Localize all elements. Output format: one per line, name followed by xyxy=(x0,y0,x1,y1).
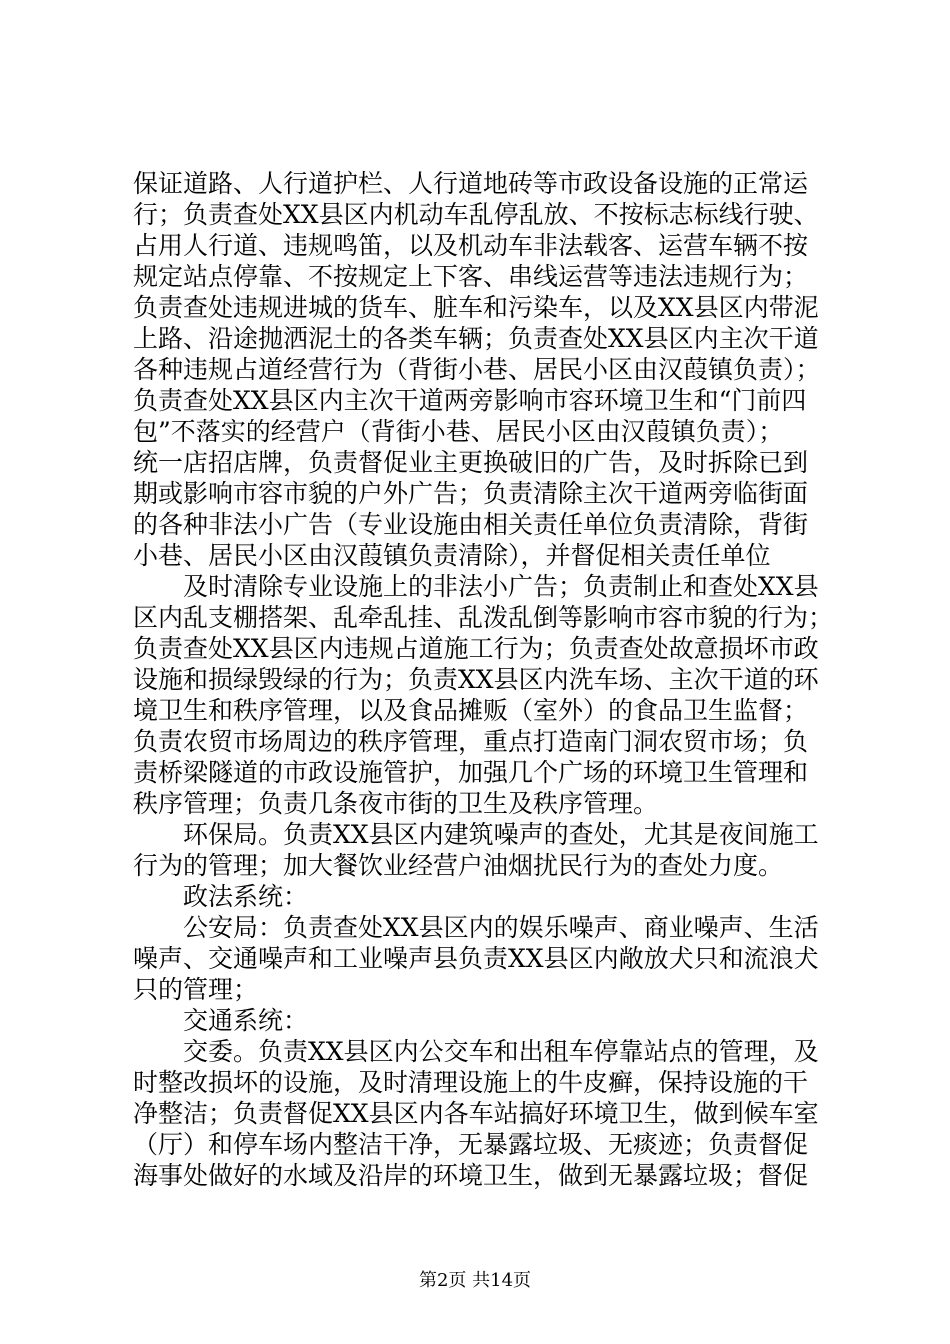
body-text xyxy=(133,168,833,1191)
text-line: 只的管理； xyxy=(133,975,259,1004)
text-line: 区内乱支棚搭架、乱牵乱挂、乱泼乱倒等影响市容市貌的行为； xyxy=(133,603,834,632)
text-line: 净整洁；负责督促XX县区内各车站搞好环境卫生，做到候车室 xyxy=(133,1099,819,1128)
text-line: 海事处做好的水域及沿岸的环境卫生，做到无暴露垃圾；督促 xyxy=(133,1161,809,1190)
text-line: 交委。负责XX县区内公交车和出租车停靠站点的管理，及 xyxy=(133,1037,819,1066)
text-line: 保证道路、人行道护栏、人行道地砖等市政设备设施的正常运 xyxy=(133,169,809,198)
text-line: 小巷、居民小区由汉葭镇负责清除），并督促相关责任单位 xyxy=(133,541,771,570)
text-line: 设施和损绿毁绿的行为；负责XX县区内洗车场、主次干道的环 xyxy=(133,665,819,694)
text-line: 境卫生和秩序管理，以及食品摊贩（室外）的食品卫生监督； xyxy=(133,696,809,725)
text-line: 包”不落实的经营户（背街小巷、居民小区由汉葭镇负责）； xyxy=(133,417,784,446)
text-line: 负责查处XX县区内主次干道两旁影响市容环境卫生和“门前四 xyxy=(133,386,807,415)
text-line: 责桥梁隧道的市政设施管护，加强几个广场的环境卫生管理和 xyxy=(133,758,809,787)
text-line: 政法系统： xyxy=(133,882,309,911)
text-line: 期或影响市容市貌的户外广告；负责清除主次干道两旁临街面 xyxy=(133,479,809,508)
text-line: 占用人行道、违规鸣笛，以及机动车非法载客、运营车辆不按 xyxy=(133,231,809,260)
text-line: 各种违规占道经营行为（背街小巷、居民小区由汉葭镇负责）； xyxy=(133,355,821,384)
text-line: 负责查处违规进城的货车、脏车和污染车，以及XX县区内带泥 xyxy=(133,293,819,322)
text-line: 统一店招店牌，负责督促业主更换破旧的广告，及时拆除已到 xyxy=(133,448,809,477)
text-line: 时整改损坏的设施，及时清理设施上的牛皮癣，保持设施的干 xyxy=(133,1068,809,1097)
text-line: 负责查处XX县区内违规占道施工行为；负责查处故意损坏市政 xyxy=(133,634,819,663)
text-line: （厅）和停车场内整洁干净，无暴露垃圾、无痰迹；负责督促 xyxy=(133,1130,809,1159)
text-line: 上路、沿途抛洒泥土的各类车辆；负责查处XX县区内主次干道 xyxy=(133,324,819,353)
text-line: 行；负责查处XX县区内机动车乱停乱放、不按标志标线行驶、 xyxy=(133,200,819,229)
text-line: 行为的管理；加大餐饮业经营户油烟扰民行为的查处力度。 xyxy=(133,851,784,880)
text-line: 及时清除专业设施上的非法小广告；负责制止和查处XX县 xyxy=(133,572,819,601)
page-footer: 第2页 共14页 xyxy=(418,1270,532,1291)
text-line: 噪声、交通噪声和工业噪声县负责XX县区内敞放犬只和流浪犬 xyxy=(133,944,819,973)
text-line: 公安局：负责查处XX县区内的娱乐噪声、商业噪声、生活 xyxy=(133,913,819,942)
text-line: 的各种非法小广告（专业设施由相关责任单位负责清除，背街 xyxy=(133,510,809,539)
text-line: 秩序管理；负责几条夜市街的卫生及秩序管理。 xyxy=(133,789,659,818)
text-line: 规定站点停靠、不按规定上下客、串线运营等违法违规行为； xyxy=(133,262,809,291)
text-line: 交通系统： xyxy=(133,1006,309,1035)
text-line: 负责农贸市场周边的秩序管理，重点打造南门洞农贸市场；负 xyxy=(133,727,809,756)
text-line: 环保局。负责XX县区内建筑噪声的查处，尤其是夜间施工 xyxy=(133,820,819,849)
